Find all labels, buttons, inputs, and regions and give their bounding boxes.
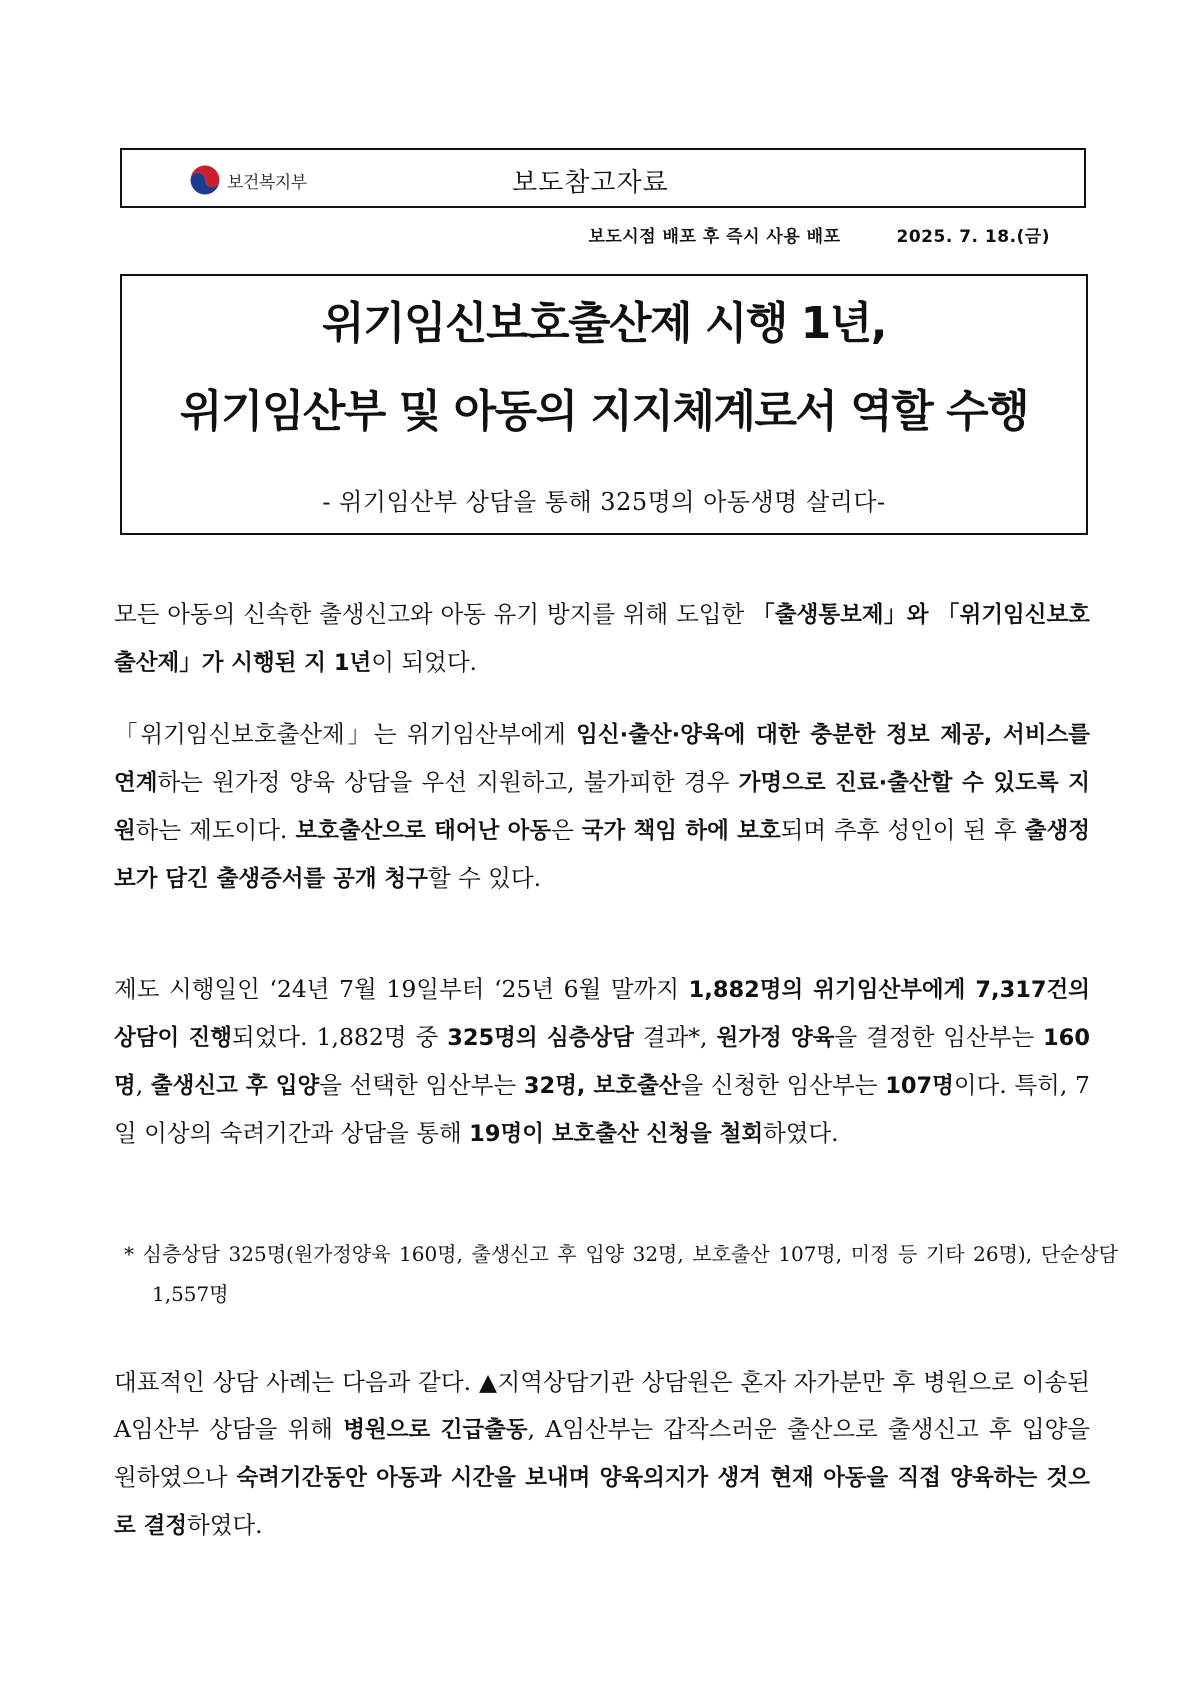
emphasis-text: 출생신고 후 입양 xyxy=(150,1073,320,1099)
body-text: 하였다. xyxy=(187,1511,263,1539)
body-text: , xyxy=(135,1071,151,1099)
body-text: 제도 시행일인 ‘24년 7월 19일부터 ‘25년 6월 말까지 xyxy=(114,975,689,1003)
ministry-name: 보건복지부 xyxy=(227,172,307,193)
paragraph-system-description xyxy=(114,711,1090,903)
subtitle: - 위기임산부 상담을 통해 325명의 아동생명 살리다- xyxy=(322,488,886,516)
release-date: 2025. 7. 18.(금) xyxy=(896,227,1050,247)
paragraph-statistics xyxy=(114,966,1090,1158)
taegeuk-logo-icon xyxy=(188,163,222,197)
emphasis-text: 160명 xyxy=(114,1025,1090,1099)
body-text: 「위기임신보호출산제」는 위기임산부에게 xyxy=(114,720,577,748)
body-text: 을 선택한 임산부는 xyxy=(319,1071,524,1099)
ministry-logo xyxy=(188,158,307,202)
headline-line-2: 위기임산부 및 아동의 지지체계로서 역할 수행 xyxy=(179,386,1029,437)
body-text: 이 되었다. xyxy=(371,648,478,676)
body-text: 되며 추후 성인이 된 후 xyxy=(780,816,1025,844)
body-text: 이다. 특히, 7일 이상의 숙려기간과 상담을 통해 xyxy=(114,1071,1090,1147)
body-text: 되었다. 1,882명 중 xyxy=(232,1023,448,1051)
emphasis-text: 32명, 보호출산 xyxy=(523,1073,681,1099)
emphasis-text: 가명으로 진료·출산할 수 있도록 지원 xyxy=(114,770,1090,844)
emphasis-text: 325명의 심층상담 xyxy=(447,1025,634,1051)
emphasis-text: 「출생통보제」와 「위기임신보호출산제」가 시행된 지 1년 xyxy=(114,602,1090,676)
emphasis-text: 원가정 양육 xyxy=(716,1025,835,1051)
emphasis-text: 임신·출산·양육에 대한 충분한 정보 제공, 서비스를 연계 xyxy=(114,722,1090,796)
release-timing: 보도시점 배포 후 즉시 사용 배포 xyxy=(588,227,841,247)
emphasis-text: 1,882명의 위기임산부에게 7,317건의 상담이 진행 xyxy=(114,977,1091,1051)
body-text: 하였다. xyxy=(763,1119,839,1147)
paragraph-intro xyxy=(114,591,1090,687)
body-text: 결과*, xyxy=(633,1023,717,1051)
body-text: 하는 제도이다. xyxy=(135,816,296,844)
emphasis-text: 107명 xyxy=(885,1073,954,1099)
body-text: 을 결정한 임산부는 xyxy=(834,1023,1044,1051)
body-text: , A임산부는 갑작스러운 출산으로 출생신고 후 입양을 원하였으나 xyxy=(114,1415,1090,1491)
emphasis-text: 출생정보가 담긴 출생증서를 공개 청구 xyxy=(114,818,1090,892)
emphasis-text: 19명이 보호출산 신청을 철회 xyxy=(469,1121,764,1147)
emphasis-text: 보호출산으로 태어난 아동 xyxy=(295,818,552,844)
headline-line-1: 위기임신보호출산제 시행 1년, xyxy=(321,298,886,349)
emphasis-text: 병원으로 긴급출동 xyxy=(343,1417,528,1443)
body-text: 을 신청한 임산부는 xyxy=(680,1071,886,1099)
body-text: 하는 원가정 양육 상담을 우선 지원하고, 불가피한 경우 xyxy=(157,768,739,796)
emphasis-text: 국가 책임 하에 보호 xyxy=(581,818,781,844)
document-type: 보도참고자료 xyxy=(512,168,669,198)
release-info xyxy=(120,222,1050,247)
body-text: 모든 아동의 신속한 출생신고와 아동 유기 방지를 위해 도입한 xyxy=(114,600,753,628)
footnote: * 심층상담 325명(원가정양육 160명, 출생신고 후 입양 32명, 보호출산 107명, 미정 등 기타 26명), 단순상담 1,557명 xyxy=(124,1242,1118,1306)
body-text: 대표적인 상담 사례는 다음과 같다. ▲지역상담기관 상담원은 혼자 자가분만 후 병원으로 이송된 A임산부 상담을 위해 xyxy=(114,1368,1090,1443)
header-box xyxy=(120,148,1086,208)
title-box xyxy=(120,274,1088,535)
paragraph-case-example xyxy=(114,1359,1090,1550)
body-text: 은 xyxy=(551,816,582,844)
body-text: 할 수 있다. xyxy=(427,864,542,892)
emphasis-text: 숙려기간동안 아동과 시간을 보내며 양육의지가 생겨 현재 아동을 직접 양육하는 것으로 결정 xyxy=(114,1465,1090,1539)
